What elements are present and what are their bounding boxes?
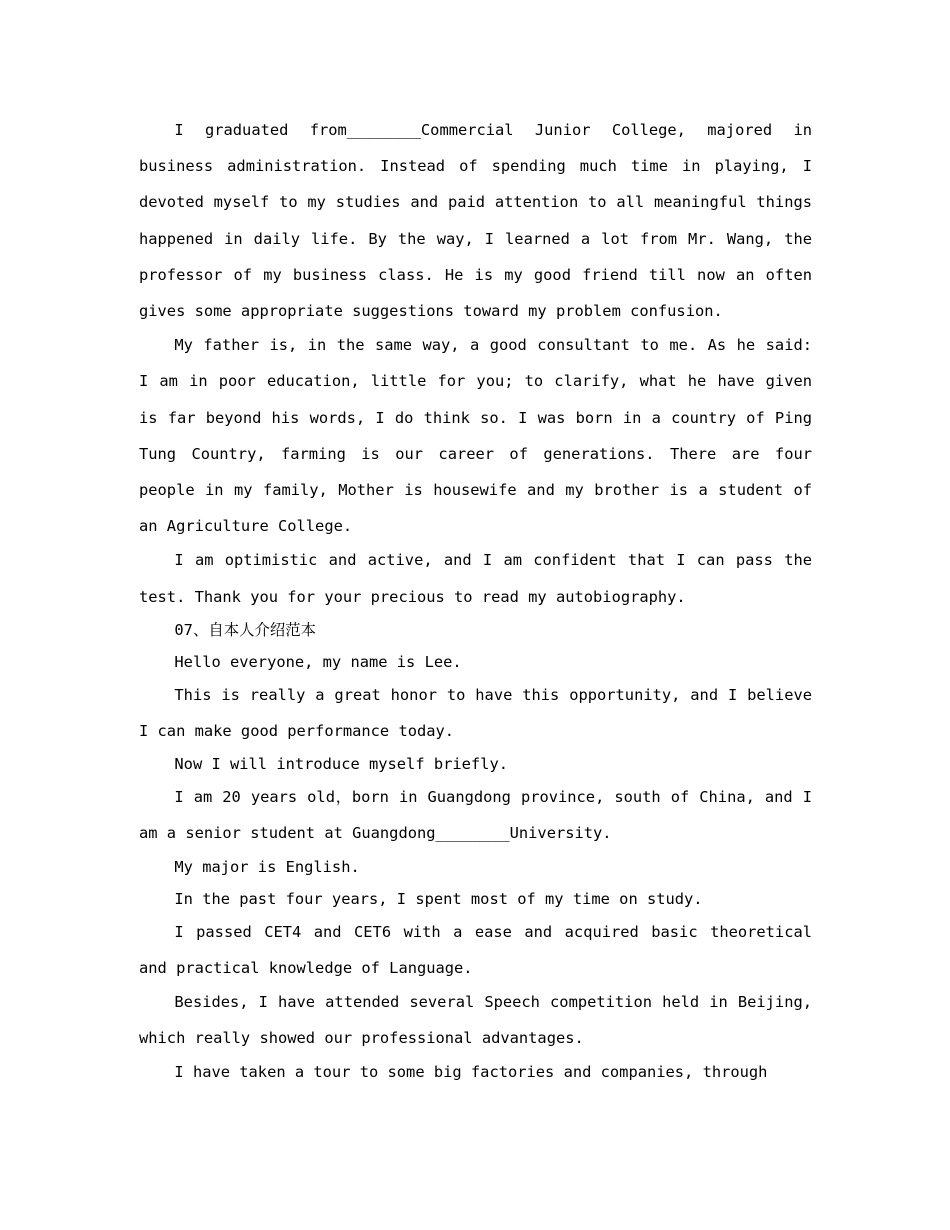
paragraph-study: In the past four years, I spent most of my time on study. bbox=[174, 889, 703, 908]
document-page bbox=[139, 112, 812, 1091]
section-heading: 07、自本人介绍范本 bbox=[174, 620, 317, 639]
paragraph-major: My major is English. bbox=[174, 857, 360, 876]
paragraph-greeting: Hello everyone, my name is Lee. bbox=[174, 652, 462, 671]
paragraph-tour: I have taken a tour to some big factories and companies, through bbox=[174, 1063, 768, 1082]
paragraph-father: My father is, in the same way, a good consultant to me. As he said: I am in poor education, little for you; to clarify, what he have given is far beyond his words, I do think so. I was born in a country of Ping Tung Country, farming is our career of generations. There are four people in my family, Mother is housewife and my brother is a student of an Agriculture College. bbox=[139, 336, 812, 536]
paragraph-introduce: Now I will introduce myself briefly. bbox=[174, 755, 508, 774]
paragraph-honor: This is really a great honor to have this opportunity, and I believe I can make good performance today. bbox=[139, 685, 812, 741]
paragraph-college: I graduated from________Commercial Junior College, majored in business administration. Instead of spending much time in playing, I devoted myself to my studies and paid attention to all meaningful things happened in daily life. By the way, I learned a lot from Mr. Wang, the professor of my business class. He is my good friend till now an often gives some appropriate suggestions toward my problem confusion. bbox=[139, 121, 812, 321]
paragraph-age: I am 20 years old，born in Guangdong province, south of China, and I am a senior student at Guangdong________University. bbox=[139, 788, 812, 843]
paragraph-speech: Besides, I have attended several Speech competition held in Beijing, which really showed our professional advantages. bbox=[139, 993, 812, 1048]
paragraph-optimistic: I am optimistic and active, and I am confident that I can pass the test. Thank you for your precious to read my autobiography. bbox=[139, 551, 812, 606]
paragraph-cet: I passed CET4 and CET6 with a ease and acquired basic theoretical and practical knowledge of Language. bbox=[139, 922, 812, 977]
